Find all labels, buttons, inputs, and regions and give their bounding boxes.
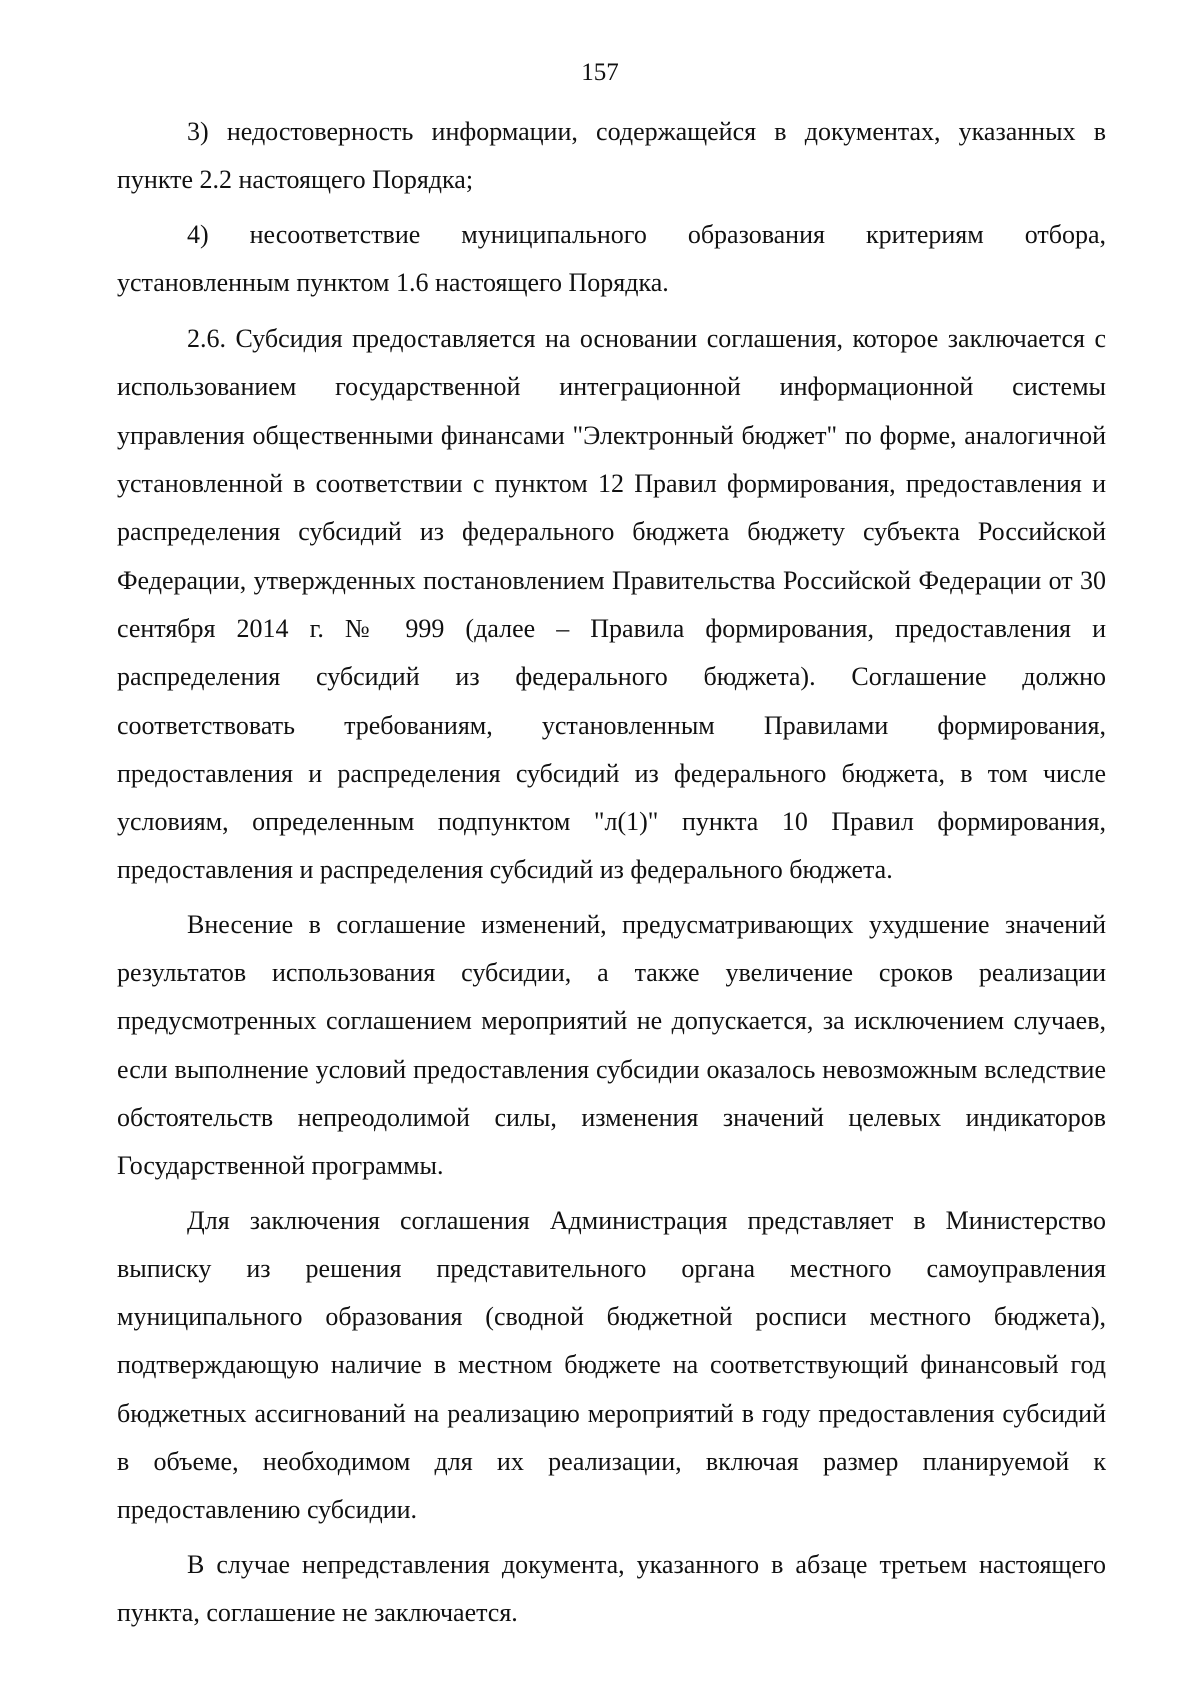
document-body	[117, 108, 1106, 1637]
paragraph-agreement-changes: Внесение в соглашение изменений, предусматривающих ухудшение значений результатов использования субсидии, а также увеличение сроков реализации предусмотренных соглашением мероприятий не допускается, за исключением случаев, если выполнение условий предоставления субсидии оказалось невозможным вследствие обстоятельств непреодолимой силы, изменения значений целевых индикаторов Государственной программы.	[117, 909, 1106, 1181]
paragraph-non-submission: В случае непредставления документа, указанного в абзаце третьем настоящего пункта, соглашение не заключается.	[117, 1549, 1106, 1627]
paragraph-agreement-conclusion: Для заключения соглашения Администрация представляет в Министерство выписку из решения представительного органа местного самоуправления муниципального образования (сводной бюджетной росписи местного бюджета), подтверждающую наличие в местном бюджете на соответствующий финансовый год бюджетных ассигнований на реализацию мероприятий в году предоставления субсидий в объеме, необходимом для их реализации, включая размер планируемой к предоставлению субсидии.	[117, 1205, 1106, 1525]
paragraph-2-6: 2.6. Субсидия предоставляется на основании соглашения, которое заключается с использованием государственной интеграционной информационной системы управления общественными финансами "Электронный бюджет" по форме, аналогичной установленной в соответствии с пунктом 12 Правил формирования, предоставления и распределения субсидий из федерального бюджета бюджету субъекта Российской Федерации, утвержденных постановлением Правительства Российской Федерации от 30 сентября 2014 г. № 999 (далее – Правила формирования, предоставления и распределения субсидий из федерального бюджета). Соглашение должно соответствовать требованиям, установленным Правилами формирования, предоставления и распределения субсидий из федерального бюджета, в том числе условиям, определенным подпунктом "л(1)" пункта 10 Правил формирования, предоставления и распределения субсидий из федерального бюджета.	[117, 324, 1106, 885]
paragraph-item-4: 4) несоответствие муниципального образования критериям отбора, установленным пунктом 1.6 настоящего Порядка.	[117, 219, 1106, 297]
page-number: 157	[581, 59, 619, 86]
paragraph-item-3: 3) недостоверность информации, содержащейся в документах, указанных в пункте 2.2 настоящего Порядка;	[117, 117, 1106, 195]
